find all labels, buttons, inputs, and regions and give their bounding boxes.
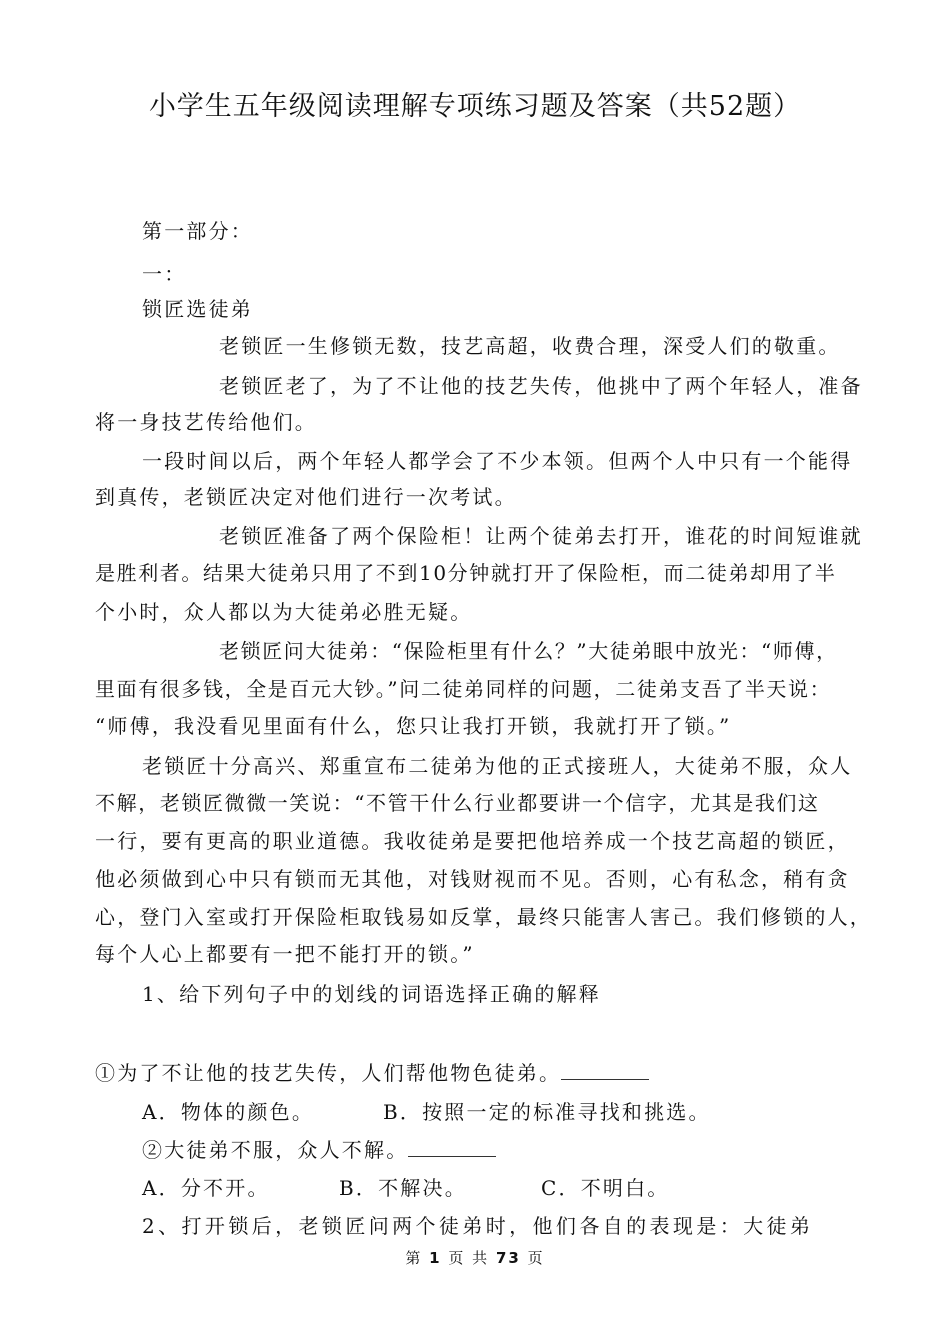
question-1-item-1-option-b: B．按照一定的标准寻找和挑选。 xyxy=(383,1100,711,1124)
footer-middle: 页 共 xyxy=(448,1249,490,1267)
paragraph-line: 老锁匠准备了两个保险柜！让两个徒弟去打开，谁花的时间短谁就 xyxy=(219,524,863,548)
page-footer xyxy=(0,1247,950,1268)
paragraph-line: 一行，要有更高的职业道德。我收徒弟是要把他培养成一个技艺高超的锁匠， xyxy=(95,829,850,853)
answer-blank[interactable] xyxy=(561,1061,649,1080)
paragraph-line: 老锁匠问大徒弟：“保险柜里有什么？”大徒弟眼中放光：“师傅， xyxy=(219,639,838,663)
paragraph-line: 老锁匠老了，为了不让他的技艺失传，他挑中了两个年轻人，准备 xyxy=(219,374,863,398)
paragraph-line: 老锁匠十分高兴、郑重宣布二徒弟为他的正式接班人，大徒弟不服，众人 xyxy=(142,754,853,778)
paragraph-line: 心，登门入室或打开保险柜取钱易如反掌，最终只能害人害己。我们修锁的人， xyxy=(95,905,872,929)
paragraph-line: 他必须做到心中只有锁而无其他，对钱财视而不见。否则，心有私念，稍有贪 xyxy=(95,867,850,891)
story-title: 锁匠选徒弟 xyxy=(142,297,253,321)
paragraph-line: 不解，老锁匠微微一笑说：“不管干什么行业都要讲一个信字，尤其是我们这 xyxy=(95,791,820,815)
footer-page-number: 1 xyxy=(429,1249,442,1267)
question-1-heading: 1、给下列句子中的划线的词语选择正确的解释 xyxy=(142,982,601,1006)
paragraph-line: 里面有很多钱，全是百元大钞。”问二徒弟同样的问题，二徒弟支吾了半天说： xyxy=(95,677,832,701)
paragraph-line: 是胜利者。结果大徒弟只用了不到10分钟就打开了保险柜，而二徒弟却用了半 xyxy=(95,561,837,585)
question-1-item-2-option-c: C．不明白。 xyxy=(541,1176,670,1200)
section-label: 第一部分： xyxy=(142,219,253,243)
paragraph-line: 每个人心上都要有一把不能打开的锁。” xyxy=(95,942,475,966)
paragraph-line: 到真传，老锁匠决定对他们进行一次考试。 xyxy=(95,485,517,509)
question-1-item-2-option-a: A．分不开。 xyxy=(142,1176,270,1200)
footer-prefix: 第 xyxy=(405,1249,423,1267)
paragraph-line: 一段时间以后，两个年轻人都学会了不少本领。但两个人中只有一个能得 xyxy=(142,449,853,473)
question-1-item-2-text: ②大徒弟不服，众人不解。 xyxy=(142,1138,409,1162)
question-1-item-1-option-a: A．物体的颜色。 xyxy=(142,1100,315,1124)
page-title: 小学生五年级阅读理解专项练习题及答案（共52题） xyxy=(148,91,802,122)
paragraph-line: 老锁匠一生修锁无数，技艺高超，收费合理，深受人们的敬重。 xyxy=(219,334,841,358)
answer-blank[interactable] xyxy=(408,1138,496,1157)
footer-total-pages: 73 xyxy=(495,1249,521,1267)
paragraph-line: 将一身技艺传给他们。 xyxy=(95,410,317,434)
paragraph-line: 个小时，众人都以为大徒弟必胜无疑。 xyxy=(95,600,473,624)
paragraph-line: “师傅，我没看见里面有什么，您只让我打开锁，我就打开了锁。” xyxy=(95,714,732,738)
question-number: 一： xyxy=(142,262,187,286)
footer-suffix: 页 xyxy=(527,1249,545,1267)
question-1-item-1 xyxy=(95,1057,649,1086)
question-2-line: 2、打开锁后，老锁匠问两个徒弟时，他们各自的表现是：大徒弟 xyxy=(142,1214,814,1238)
question-1-item-2-option-b: B．不解决。 xyxy=(339,1176,467,1200)
question-1-item-1-text: ①为了不让他的技艺失传，人们帮他物色徒弟。 xyxy=(95,1061,562,1085)
question-1-item-2 xyxy=(142,1134,496,1163)
